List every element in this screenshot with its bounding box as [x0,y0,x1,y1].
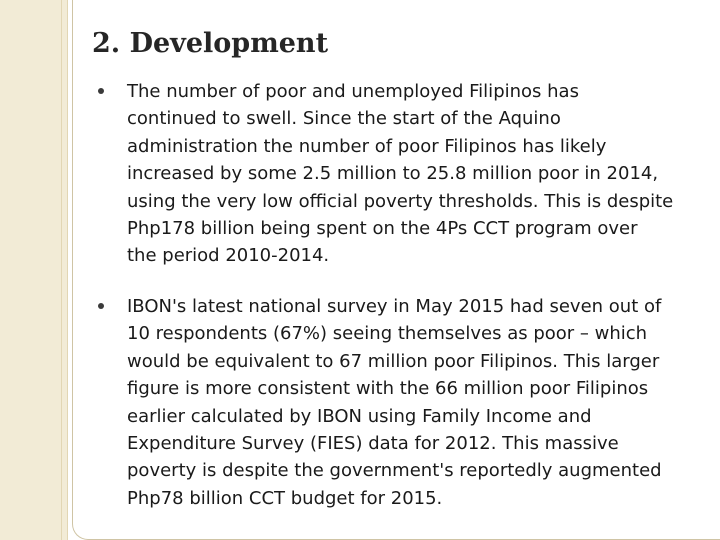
bullet-text: The number of poor and unemployed Filipinos has continued to swell. Since the start of the Aquino administration the number of poor Filipinos has likely increased by some 2.5 million to 25.8 million poor in 2014, using the very low official poverty thresholds. This is despite Php178 billion being spent on the 4Ps CCT program over the period 2010-2014. [127,81,674,267]
bullet-dot-icon [98,88,104,94]
slide-title: 2. Development [92,28,329,59]
bullet-text: IBON's latest national survey in May 2015 had seven out of 10 respondents (67%) seeing themselves as poor – which would be equivalent to 67 million poor Filipinos. This larger figure is more consistent with the 66 million poor Filipinos earlier calculated by IBON using Family Income and Expenditure Survey (FIES) data for 2012. This massive poverty is despite the government's reportedly augmented Php78 billion CCT budget for 2015. [127,296,662,509]
bullet-dot-icon [98,303,104,309]
